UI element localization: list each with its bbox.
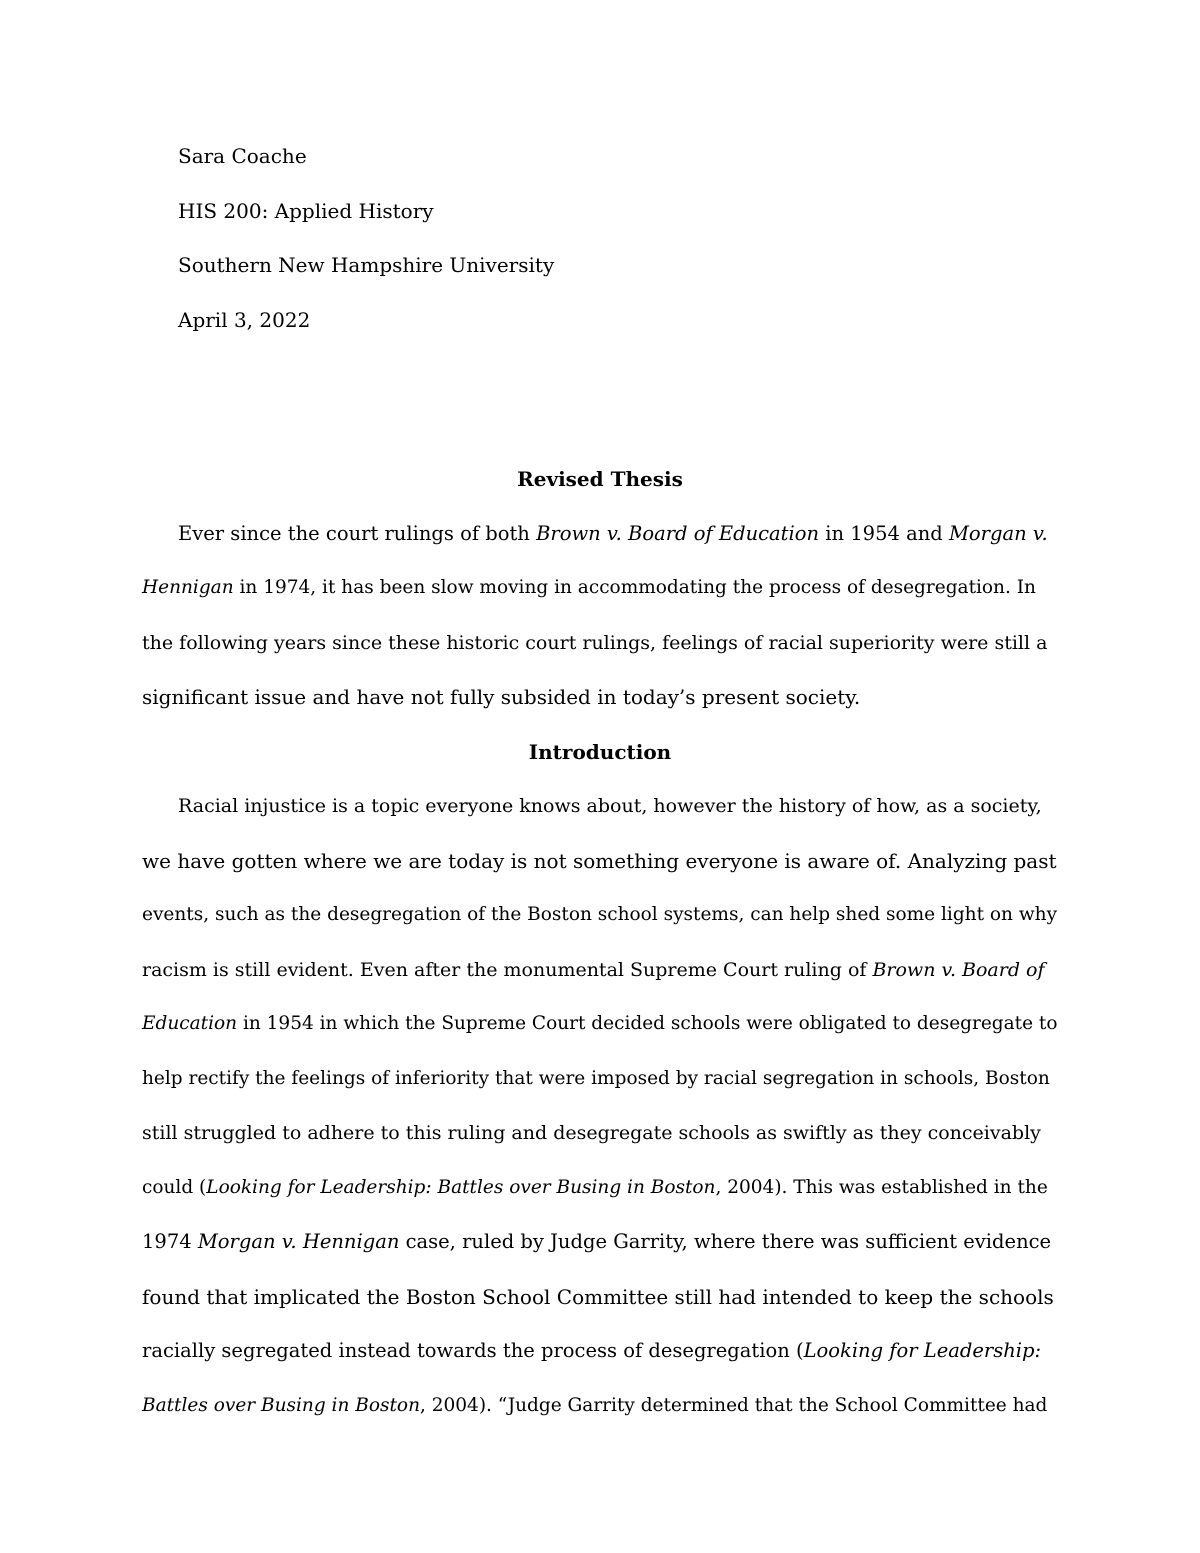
text-run: events, such as the desegregation of the Boston school systems, can help shed some light on why (142, 904, 1058, 925)
italic-text: Brown v. Board of Education (536, 521, 820, 545)
text-line (142, 515, 1058, 570)
author-name: Sara Coache (178, 144, 307, 168)
text-line (142, 896, 1058, 951)
intro-heading: Introduction (528, 739, 672, 764)
text-line (142, 1223, 1058, 1278)
text-run: found that implicated the Boston School Committee still had intended to keep the schools (142, 1284, 1054, 1309)
text-line (142, 951, 1058, 1006)
text-line (142, 678, 1058, 733)
text-run: we have gotten where we are today is not something everyone is aware of. Analyzing past (142, 848, 1057, 873)
italic-text: Education (142, 1013, 238, 1034)
text-run: racially segregated instead towards the process of desegregation ( (142, 1339, 804, 1362)
text-run: 1974 (142, 1230, 198, 1253)
submission-date: April 3, 2022 (178, 307, 311, 332)
italic-text: Looking for Leadership: (803, 1339, 1042, 1362)
text-run: racism is still evident. Even after the monumental Supreme Court ruling of (142, 958, 873, 981)
text-run: the following years since these historic court rulings, feelings of racial superiority were still a (142, 631, 1048, 654)
italic-text: Looking for Leadership: Battles over Busing in Boston (206, 1176, 716, 1198)
text-run: , 2004). This was established in the (715, 1176, 1048, 1198)
text-run: still struggled to adhere to this ruling and desegregate schools as swiftly as they conceivably (142, 1122, 1041, 1144)
text-line (142, 787, 1058, 842)
text-run: in 1974, it has been slow moving in accommodating the process of desegregation. In (233, 577, 1036, 598)
thesis-heading: Revised Thesis (517, 467, 683, 491)
text-run: in 1954 and (819, 521, 949, 545)
text-run: , 2004). “Judge Garrity determined that the School Committee had (419, 1394, 1048, 1416)
thesis-paragraph (142, 515, 1058, 733)
italic-text: Brown v. Board of (872, 958, 1045, 981)
text-run: significant issue and have not fully subsided in today’s present society. (142, 685, 861, 709)
text-line (142, 569, 1058, 624)
italic-text: Morgan v. (948, 521, 1048, 545)
text-run: help rectify the feelings of inferiority that were imposed by racial segregation in schools, Boston (142, 1067, 1050, 1089)
text-line (142, 1114, 1058, 1169)
text-line (142, 1278, 1058, 1333)
text-line (142, 1169, 1058, 1224)
course-name: HIS 200: Applied History (178, 198, 434, 223)
text-line (142, 1332, 1058, 1387)
text-line (142, 1387, 1058, 1442)
text-run: in 1954 in which the Supreme Court decided schools were obligated to desegregate to (237, 1013, 1058, 1034)
text-line (142, 1005, 1058, 1060)
italic-text: Morgan v. Hennigan (197, 1230, 400, 1253)
header-block (178, 140, 1058, 358)
intro-paragraph (142, 787, 1058, 1441)
text-run: Racial injustice is a topic everyone knows about, however the history of how, as a society, (178, 795, 1042, 817)
text-line (142, 1060, 1058, 1115)
text-run: Ever since the court rulings of both (178, 521, 537, 545)
italic-text: Hennigan (142, 577, 234, 598)
text-run: could ( (142, 1176, 207, 1198)
body-text (142, 460, 1058, 1441)
text-line (142, 842, 1058, 897)
text-run: case, ruled by Judge Garrity, where there was sufficient evidence (399, 1230, 1052, 1253)
institution-name: Southern New Hampshire University (178, 253, 555, 277)
italic-text: Battles over Busing in Boston (142, 1394, 420, 1416)
text-line (142, 624, 1058, 679)
